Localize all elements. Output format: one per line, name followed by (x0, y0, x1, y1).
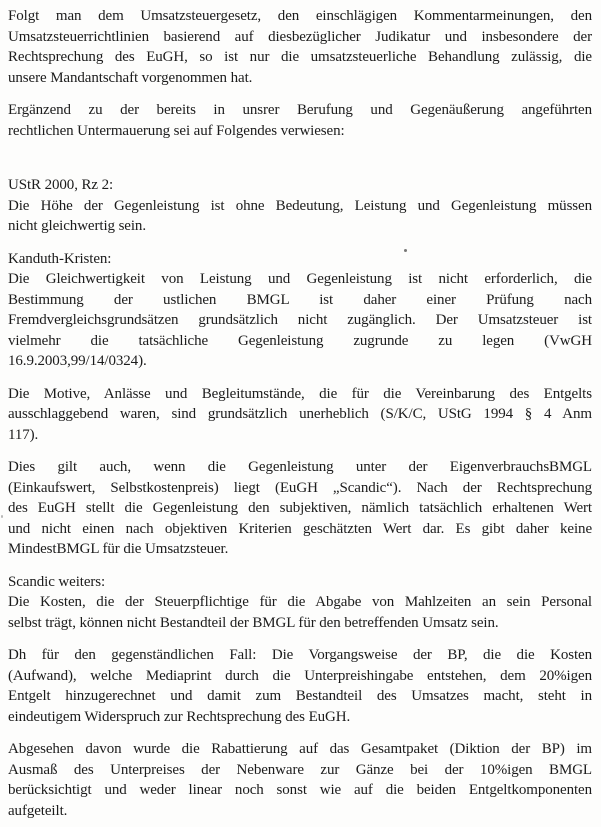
scan-speck (1, 515, 3, 518)
text-line: Umsatzsteuerrichtlinien basierend auf diesbezüglicher Judikatur und insbesondere der (8, 28, 592, 45)
text-line: Folgt man dem Umsatzsteuergesetz, den einschlägigen Kommentarmeinungen, den (8, 8, 592, 24)
citation-heading (8, 572, 592, 593)
text-line: Abgesehen davon wurde die Rabattierung auf das Gesamtpaket (Diktion der BP) im (8, 741, 592, 757)
text-line: nicht gleichwertig sein. (8, 218, 146, 234)
scan-speck (404, 249, 407, 252)
text-line: MindestBMGL für die Umsatzsteuer. (8, 541, 229, 557)
text-line: rechtlichen Untermauerung sei auf Folgendes verwiesen: (8, 122, 345, 139)
text-line: Scandic weiters: (8, 573, 106, 590)
text-line: 117). (8, 426, 39, 443)
text-line: UStR 2000, Rz 2: (8, 177, 114, 193)
text-line: Dies gilt auch, wenn die Gegenleistung unter der EigenverbrauchsBMGL (8, 459, 592, 475)
text-line: eindeutigem Widerspruch zur Rechtsprechung des EuGH. (8, 708, 351, 725)
paragraph-block (8, 592, 592, 633)
text-line: Kanduth-Kristen: (8, 250, 112, 267)
text-line: aufgeteilt. (8, 802, 68, 819)
paragraph-block (8, 6, 592, 88)
paragraph-block (8, 269, 592, 372)
text-line: unsere Mandantschaft vorgenommen hat. (8, 69, 253, 86)
text-line: Ausmaß des Unterpreises der Nebenware zur Gänze bei der 10%igen BMGL (8, 761, 592, 778)
text-line: Ergänzend zu der bereits in unsrer Berufung und Gegenäußerung angeführten (8, 102, 592, 118)
text-line: selbst trägt, können nicht Bestandteil der BMGL für den betreffenden Umsatz sein. (8, 614, 499, 631)
text-line: Entgelt hinzugerechnet und damit zum Bestandteil des Umsatzes macht, steht in (8, 688, 592, 704)
text-line: (Einkaufswert, Selbstkostenpreis) liegt (EuGH „Scandic“). Nach der Rechtsprechung (8, 479, 592, 496)
text-line: ausschlaggebend waren, sind grundsätzlich unerheblich (S/K/C, UStG 1994 § 4 Anm (8, 406, 592, 422)
document-text (8, 6, 592, 821)
text-line: Bestimmung der ustlichen BMGL ist daher einer Prüfung nach (8, 291, 592, 308)
paragraph-block (8, 457, 592, 560)
text-line: (Aufwand), welche Mediaprint durch die Unterpreishingabe entstehen, dem 20%igen (8, 667, 592, 684)
text-line: Die Höhe der Gegenleistung ist ohne Bedeutung, Leistung und Gegenleistung müssen (8, 197, 592, 214)
text-line: berücksichtigt und weder linear noch sonst wie auf die beiden Entgeltkomponenten (8, 782, 592, 798)
text-line: Fremdvergleichsgrundsätzen grundsätzlich nicht zugänglich. Der Umsatzsteuer ist (8, 312, 592, 328)
text-line: Die Gleichwertigkeit von Leistung und Gegenleistung ist nicht erforderlich, die (8, 271, 592, 287)
text-line: des EuGH stellt die Gegenleistung den subjektiven, nämlich tatsächlich erhaltenen Wert (8, 500, 592, 516)
text-line: Dh für den gegenständlichen Fall: Die Vorgangsweise der BP, die die Kosten (8, 647, 592, 663)
text-line: und nicht einen nach objektiven Kriterien geschätzten Wert dar. Es gibt daher keine (8, 520, 592, 537)
paragraph-block (8, 196, 592, 237)
paragraph-block (8, 384, 592, 446)
citation-heading (8, 175, 592, 196)
text-line: 16.9.2003,99/14/0324). (8, 353, 147, 369)
paragraph-block (8, 739, 592, 821)
citation-heading (8, 249, 592, 270)
text-line: Rechtsprechung des EuGH, so ist nur die umsatzsteuerliche Behandlung zulässig, die (8, 49, 592, 65)
text-line: Die Motive, Anlässe und Begleitumstände, die für die Vereinbarung des Entgelts (8, 385, 592, 402)
text-line: vielmehr die tatsächliche Gegenleistung zugrunde zu legen (VwGH (8, 332, 592, 349)
text-line: Die Kosten, die der Steuerpflichtige für die Abgabe von Mahlzeiten an sein Personal (8, 594, 592, 610)
paragraph-block (8, 645, 592, 727)
paragraph-block (8, 100, 592, 141)
